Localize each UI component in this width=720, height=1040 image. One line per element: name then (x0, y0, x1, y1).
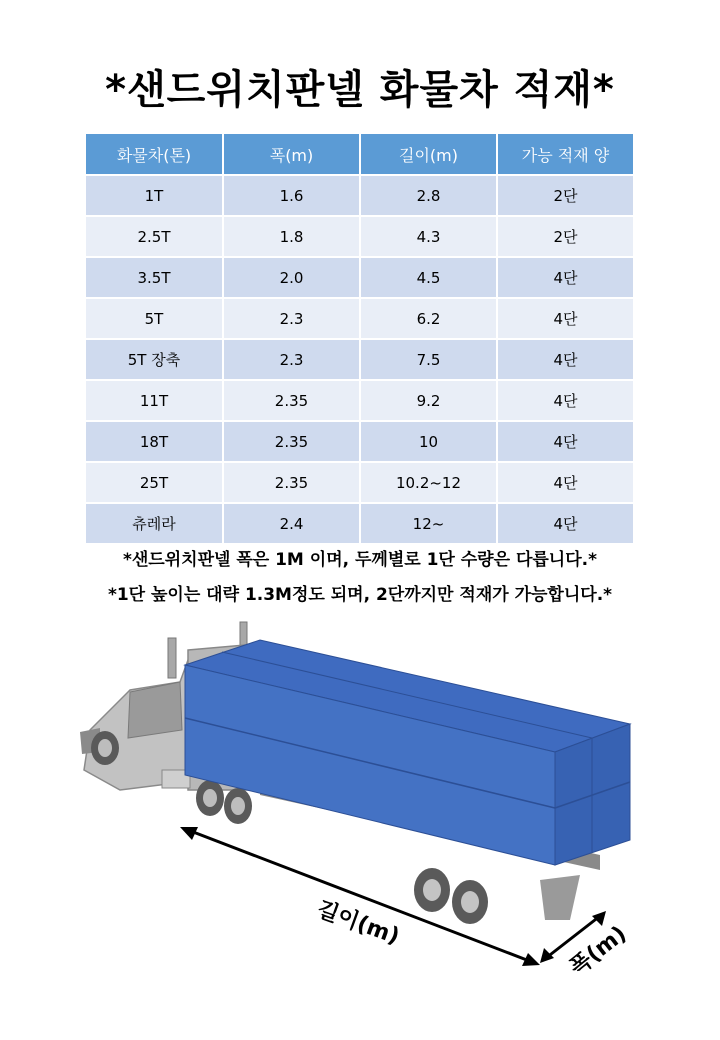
cell-capacity: 4단 (497, 257, 634, 298)
cell-width: 2.3 (223, 339, 360, 380)
header-truck-ton: 화물차(톤) (86, 134, 223, 175)
cell-capacity: 4단 (497, 421, 634, 462)
table-row (86, 462, 634, 503)
table-row (86, 257, 634, 298)
cell-width: 2.0 (223, 257, 360, 298)
table-row (86, 503, 634, 544)
trailer-wheel-icon (414, 868, 488, 924)
table-row (86, 298, 634, 339)
cell-width: 2.4 (223, 503, 360, 544)
cell-width: 2.3 (223, 298, 360, 339)
cell-capacity: 2단 (497, 175, 634, 216)
cell-length: 4.3 (360, 216, 497, 257)
page-title: *샌드위치판넬 화물차 적재* (105, 67, 615, 113)
cell-capacity: 2단 (497, 216, 634, 257)
cell-length: 10.2~12 (360, 462, 497, 503)
cell-capacity: 4단 (497, 298, 634, 339)
cell-ton: 18T (86, 421, 223, 462)
cell-width: 2.35 (223, 380, 360, 421)
cell-width: 2.35 (223, 421, 360, 462)
cell-ton: 3.5T (86, 257, 223, 298)
cell-width: 1.6 (223, 175, 360, 216)
cell-ton: 5T 장축 (86, 339, 223, 380)
cell-length: 12~ (360, 503, 497, 544)
cell-length: 4.5 (360, 257, 497, 298)
cell-ton: 11T (86, 380, 223, 421)
note-tier-height: *1단 높이는 대략 1.3M정도 되며, 2단까지만 적재가 가능합니다.* (107, 585, 613, 605)
cell-length: 2.8 (360, 175, 497, 216)
cell-length: 9.2 (360, 380, 497, 421)
header-width: 폭(m) (223, 134, 360, 175)
note-panel-width: *샌드위치판넬 폭은 1M 이며, 두께별로 1단 수량은 다릅니다.* (123, 550, 597, 570)
truck-spec-table (86, 134, 635, 545)
trailer-support-leg (540, 875, 580, 920)
width-label: 폭(m) (565, 921, 632, 981)
length-label: 길이(m) (313, 897, 403, 950)
table-row (86, 421, 634, 462)
table-row (86, 175, 634, 216)
sandwich-panel-stack (185, 640, 630, 865)
table-row (86, 339, 634, 380)
cell-length: 7.5 (360, 339, 497, 380)
table-row (86, 216, 634, 257)
cell-capacity: 4단 (497, 503, 634, 544)
table-row (86, 380, 634, 421)
cell-length: 10 (360, 421, 497, 462)
cell-width: 1.8 (223, 216, 360, 257)
table-header-row (86, 134, 634, 175)
cab-wheel-icon (91, 731, 119, 765)
cell-ton: 1T (86, 175, 223, 216)
header-load-capacity: 가능 적재 양 (497, 134, 634, 175)
cell-capacity: 4단 (497, 380, 634, 421)
cell-ton: 5T (86, 298, 223, 339)
cell-ton: 츄레라 (86, 503, 223, 544)
cell-capacity: 4단 (497, 462, 634, 503)
header-length: 길이(m) (360, 134, 497, 175)
cell-ton: 2.5T (86, 216, 223, 257)
cell-width: 2.35 (223, 462, 360, 503)
cell-capacity: 4단 (497, 339, 634, 380)
cell-ton: 25T (86, 462, 223, 503)
cell-length: 6.2 (360, 298, 497, 339)
